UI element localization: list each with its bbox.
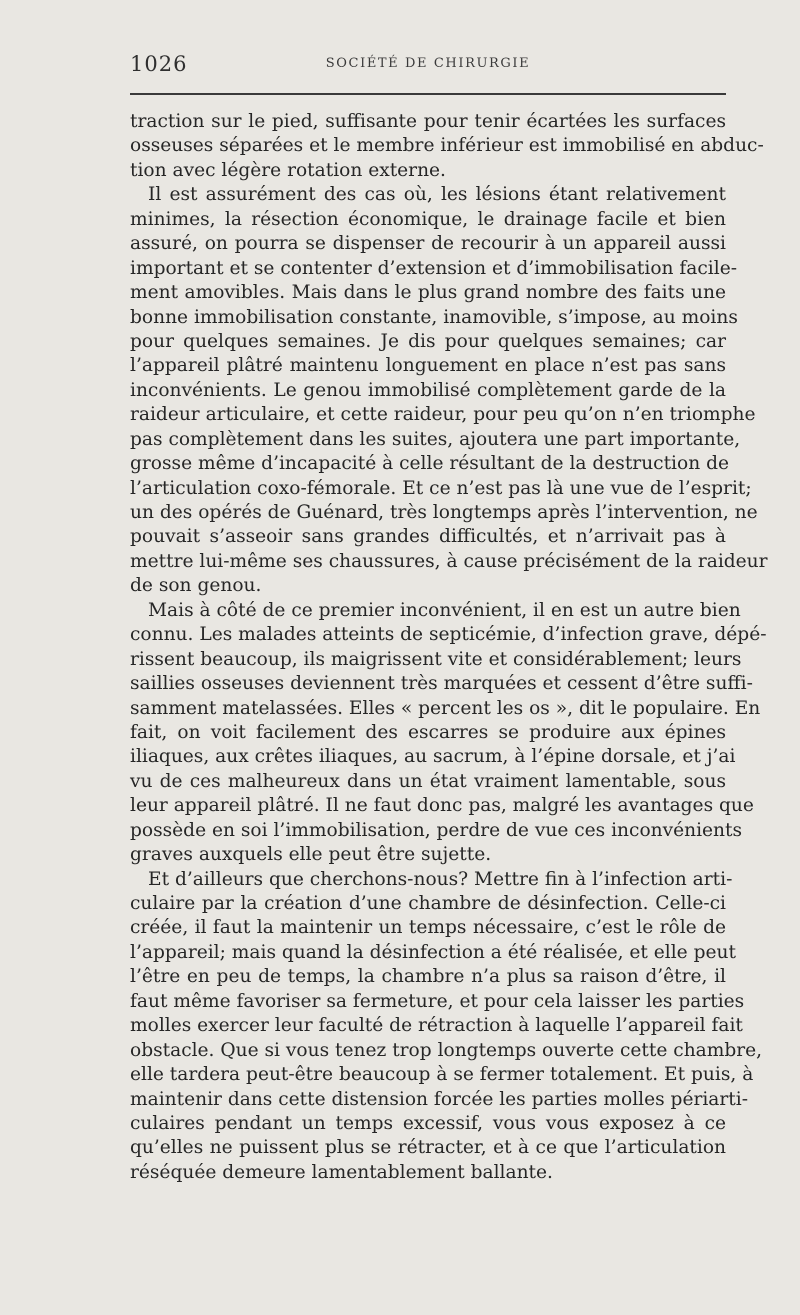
text-line: créée, il faut la maintenir un temps nécessaire, c’est le rôle de bbox=[130, 917, 726, 939]
text-line: traction sur le pied, suffisante pour tenir écartées les surfaces bbox=[130, 111, 726, 132]
text-line: leur appareil plâtré. Il ne faut donc pas, malgré les avantages que bbox=[130, 795, 754, 817]
text-line: obstacle. Que si vous tenez trop longtemps ouverte cette chambre, bbox=[130, 1039, 763, 1061]
text-line: raideur articulaire, et cette raideur, pour peu qu’on n’en triomphe bbox=[130, 404, 756, 426]
text-line: assuré, on pourra se dispenser de recourir à un appareil aussi bbox=[130, 233, 726, 255]
text-line: Et d’ailleurs que cherchons-nous? Mettre fin à l’infection arti- bbox=[148, 868, 733, 890]
text-line: minimes, la résection économique, le drainage facile et bien bbox=[130, 208, 726, 230]
text-line: un des opérés de Guénard, très longtemps après l’intervention, ne bbox=[130, 502, 758, 523]
text-line: connu. Les malades atteints de septicémie, d’infection grave, dépé- bbox=[130, 624, 767, 646]
running-title: SOCIÉTÉ DE CHIRURGIE bbox=[325, 56, 531, 71]
text-line: saillies osseuses deviennent très marquées et cessent d’être suffi- bbox=[130, 673, 753, 695]
text-line: l’appareil; mais quand la désinfection a été réalisée, et elle peut bbox=[130, 941, 736, 963]
page-header bbox=[130, 52, 726, 82]
text-line: osseuses séparées et le membre inférieur est immobilisé en abduc- bbox=[130, 135, 764, 157]
text-line: culaires pendant un temps excessif, vous vous exposez à ce bbox=[130, 1112, 726, 1134]
text-line: iliaques, aux crêtes iliaques, au sacrum, à l’épine dorsale, et j’ai bbox=[130, 746, 736, 768]
text-line: mettre lui-même ses chaussures, à cause précisément de la raideur bbox=[130, 550, 768, 572]
text-line: important et se contenter d’extension et d’immobilisation facile- bbox=[130, 257, 737, 279]
text-line: grosse même d’incapacité à celle résultant de la destruction de bbox=[130, 453, 729, 475]
text-line: culaire par la création d’une chambre de désinfection. Celle-ci bbox=[130, 893, 726, 914]
text-line: l’être en peu de temps, la chambre n’a plus sa raison d’être, il bbox=[130, 966, 726, 988]
text-line: qu’elles ne puissent plus se rétracter, et à ce que l’articulation bbox=[130, 1137, 726, 1159]
text-line: graves auxquels elle peut être sujette. bbox=[130, 844, 492, 866]
text-line: Mais à côté de ce premier inconvénient, il en est un autre bien bbox=[148, 599, 741, 621]
text-line: tion avec légère rotation externe. bbox=[130, 159, 446, 181]
text-line: réséquée demeure lamentablement ballante. bbox=[130, 1161, 553, 1183]
text-line: vu de ces malheureux dans un état vraiment lamentable, sous bbox=[130, 770, 726, 792]
text-line: bonne immobilisation constante, inamovible, s’impose, au moins bbox=[130, 306, 738, 328]
header-rule bbox=[130, 93, 726, 95]
text-line: maintenir dans cette distension forcée les parties molles périarti- bbox=[130, 1088, 748, 1110]
text-line: l’appareil plâtré maintenu longuement en place n’est pas sans bbox=[130, 355, 726, 377]
text-line: faut même favoriser sa fermeture, et pour cela laisser les parties bbox=[130, 990, 745, 1012]
text-line: l’articulation coxo-fémorale. Et ce n’est pas là une vue de l’esprit; bbox=[130, 477, 752, 499]
text-line: possède en soi l’immobilisation, perdre de vue ces inconvénients bbox=[130, 819, 743, 841]
text-line: elle tardera peut-être beaucoup à se fermer totalement. Et puis, à bbox=[130, 1064, 754, 1086]
text-line: pour quelques semaines. Je dis pour quelques semaines; car bbox=[130, 330, 726, 352]
text-line: ment amovibles. Mais dans le plus grand nombre des faits une bbox=[130, 282, 726, 304]
text-line: samment matelassées. Elles « percent les os », dit le populaire. En bbox=[130, 697, 761, 719]
text-line: molles exercer leur faculté de rétraction à laquelle l’appareil fait bbox=[130, 1015, 743, 1037]
text-line: pas complètement dans les suites, ajoutera une part importante, bbox=[130, 428, 741, 450]
text-line: rissent beaucoup, ils maigrissent vite et considérablement; leurs bbox=[130, 648, 742, 670]
text-line: Il est assurément des cas où, les lésions étant relativement bbox=[148, 184, 726, 206]
page-number: 1026 bbox=[130, 52, 188, 76]
text-line: inconvénients. Le genou immobilisé complètement garde de la bbox=[130, 379, 726, 401]
text-line: de son genou. bbox=[130, 575, 262, 597]
text-line: pouvait s’asseoir sans grandes difficultés, et n’arrivait pas à bbox=[130, 526, 726, 548]
text-line: fait, on voit facilement des escarres se produire aux épines bbox=[130, 721, 726, 743]
body-text bbox=[130, 110, 768, 1185]
